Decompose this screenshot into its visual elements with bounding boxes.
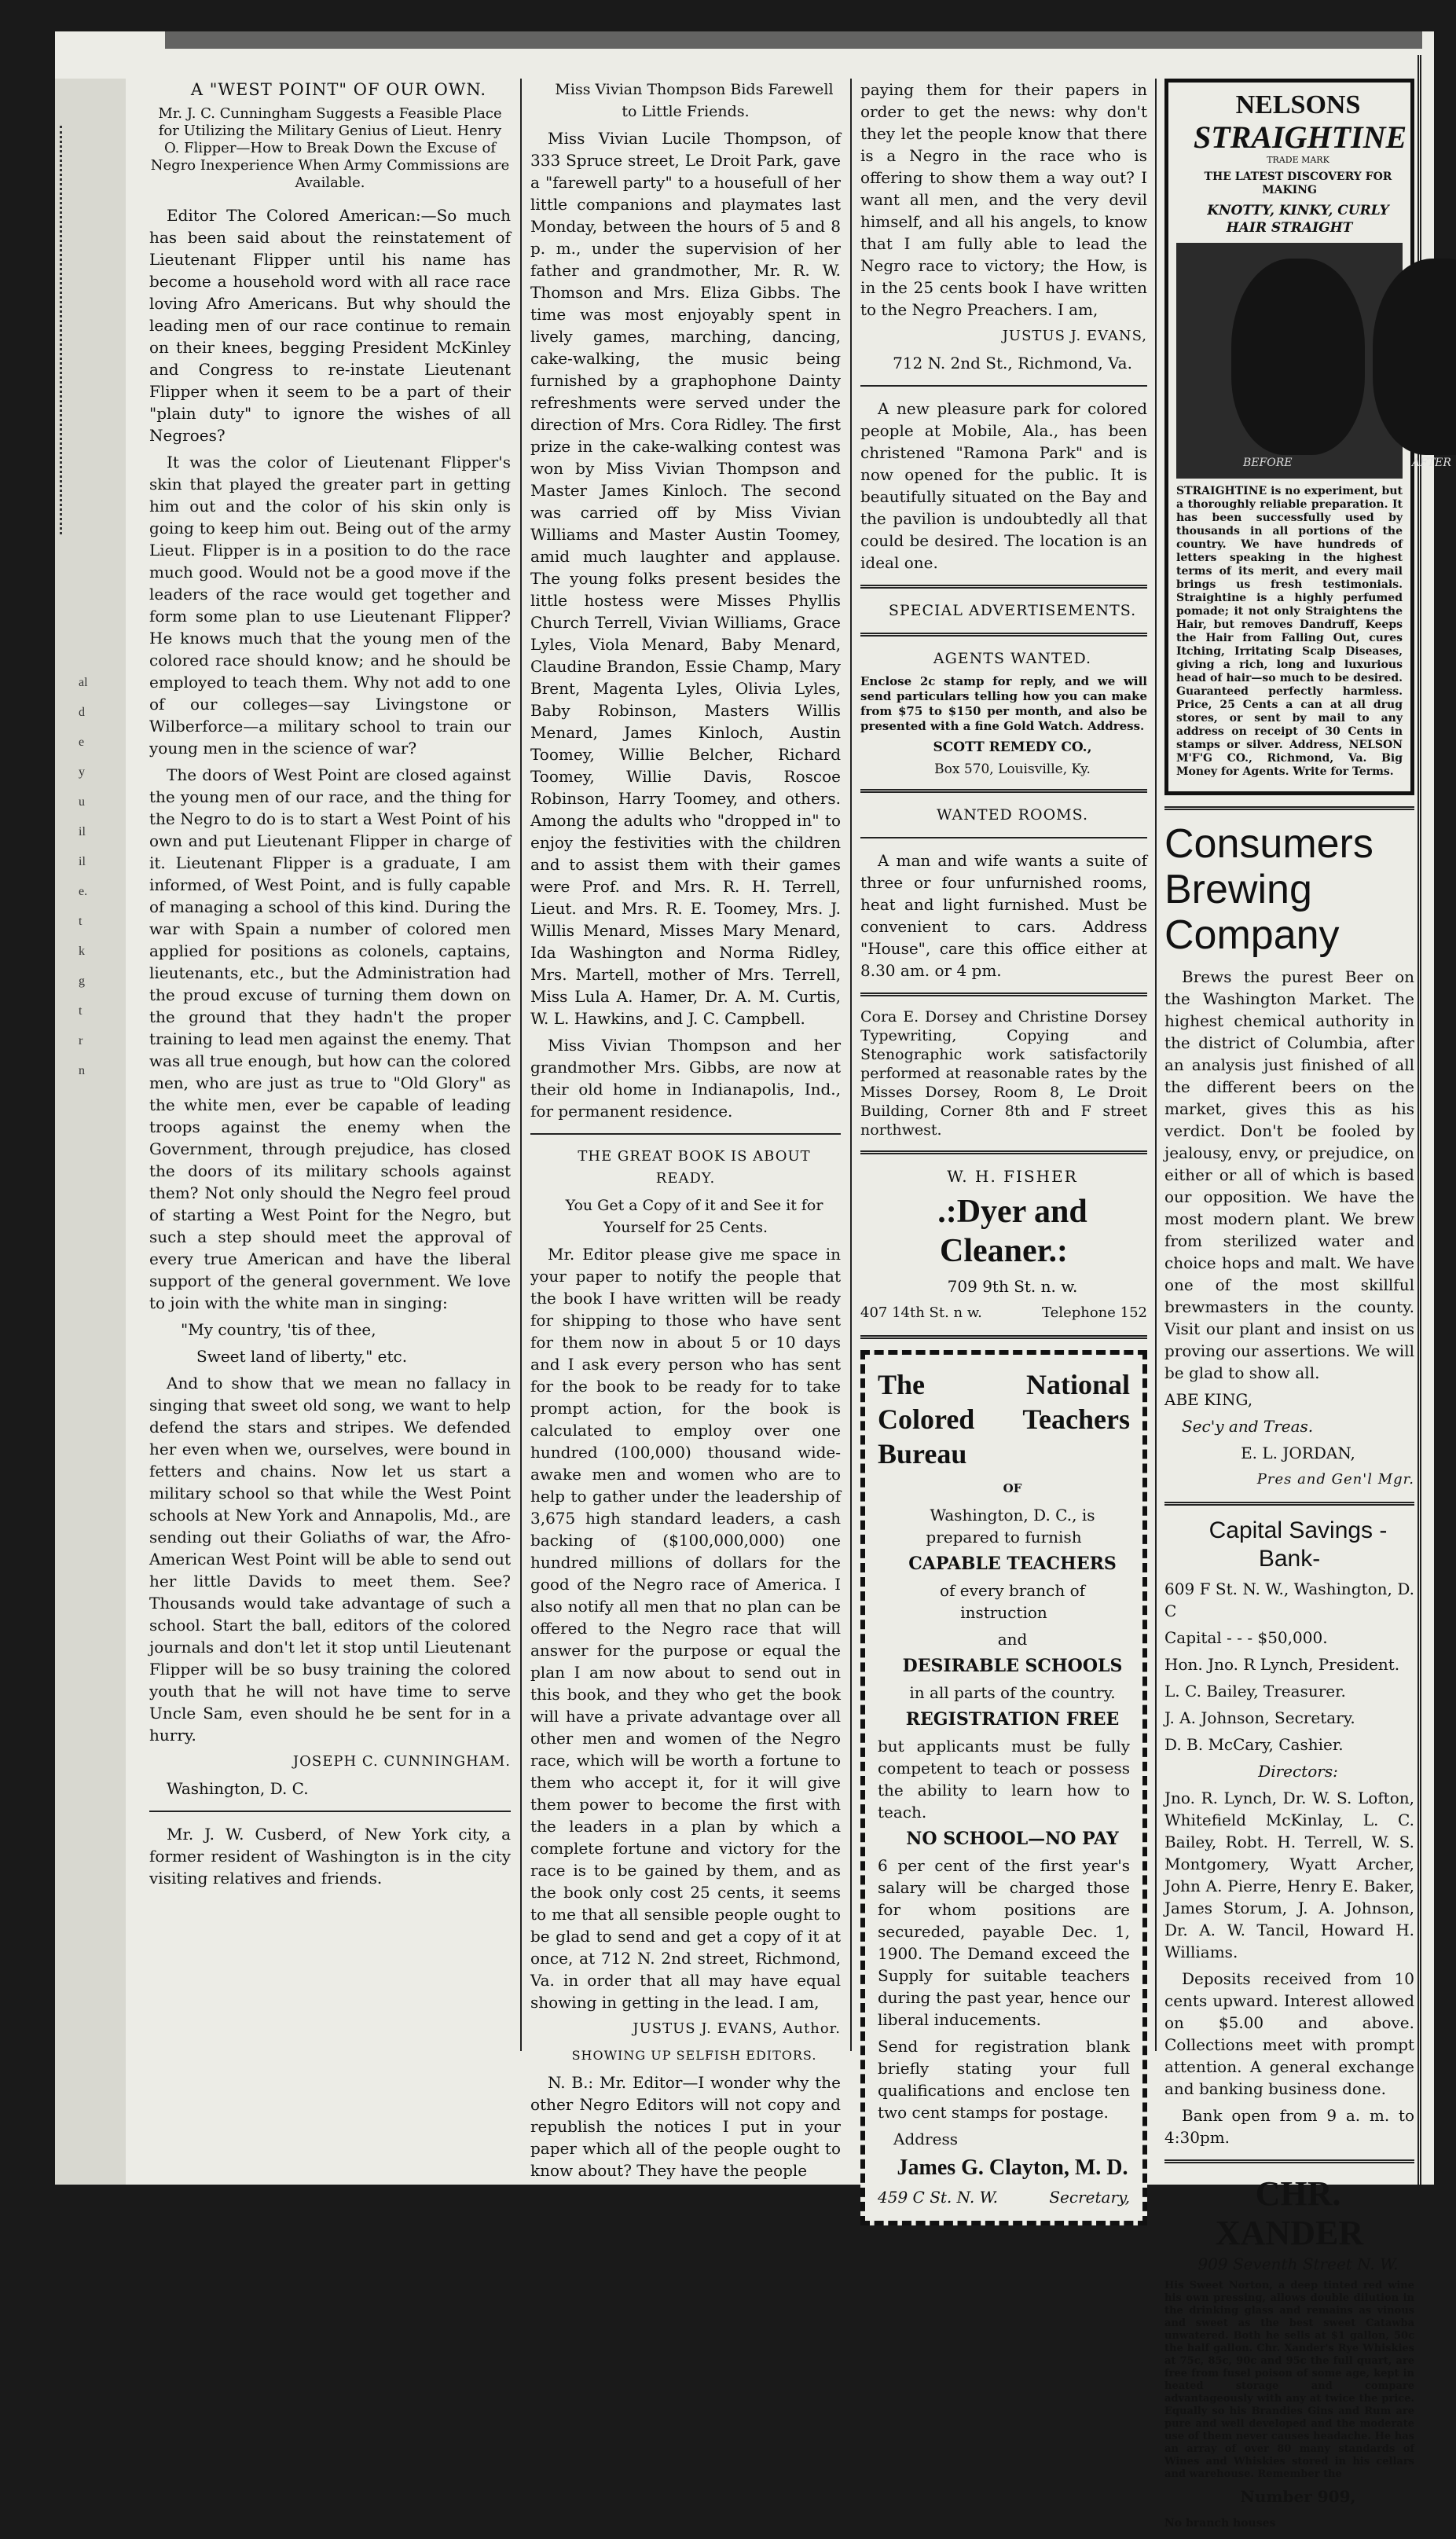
verse-line: "My country, 'tis of thee, [181,1320,376,1339]
ad-address: 459 C St. N. W. [878,2188,998,2207]
ad-text: but applicants must be fully competent to teach or possess the ability to learn how to teach. [878,1737,1130,1822]
ad-headline: CHR. XANDER [1215,2174,1364,2252]
margin-stub: e [79,736,85,749]
newspaper-page [55,31,1451,2530]
column-1 [149,79,511,1894]
directors-list: Jno. R. Lynch, Dr. W. S. Lofton, Whitefield McKinlay, L. C. Bailey, Robt. H. Terrell, W. S. Montgomery, Wyatt Archer, John A. Pierre, Henry E. Baker, James Storum, J. A. Johnson, Dr. A. W. Tancil, Howard H. Williams. [1164,1789,1414,1961]
paragraph: Editor The Colored American:—So much has been said about the reinstatement of Lieutenant Flipper until his name has become a household word with all race race loving Afro Americans. But why should the leading men of our race continue to remain on their knees, begging President McKinley and Congress to re-instate Lieutenant Flipper when it seem to be a part of their "plain duty" to ignore the wishes of all Negroes? [149,206,511,445]
ad-address: 909 Seventh Street N. W. [1197,2255,1399,2273]
column-rule [850,79,852,2051]
divider [530,1133,841,1135]
officer-name: E. L. JORDAN, [1241,1444,1355,1462]
divider [860,992,1147,996]
ad-text: OF [1003,1481,1022,1495]
ad-address: Box 570, Louisville, Ky. [934,761,1091,777]
ad-footer [860,1302,1147,1324]
officer-name: ABE KING, [1164,1390,1253,1409]
margin-stub: d [79,706,85,719]
ad-text: A man and wife wants a suite of three or four unfurnished rooms, heat and light furnished. Must be convenient to cars. Address "House", care this office either at 8.30 am. or 4 pm. [860,851,1147,980]
column-rule [1155,79,1157,2051]
article-subtitle: Mr. J. C. Cunningham Suggests a Feasible Place for Utilizing the Military Genius of Lieut. Henry O. Flipper—How to Break Down the Excuse of Negro Inexperience When Army Commissions are Available. [150,105,510,191]
divider [1164,806,1414,810]
ad-text: 6 per cent of the first year's salary will be charged those for whom positions are secureded, payable Dec. 1, 1900. The Demand exceed the Supply for suitable teachers during the past year, hence our liberal inducements. [878,1856,1130,2029]
margin-stub: r [79,1034,83,1048]
paragraph: Mr. Editor please give me space in your paper to notify the people that the book I have written will be ready for shipping to those who have sent for them now in about 5 or 10 days and I ask every person who has sent for the book to be ready for to take prompt action, for the book is calculated to employ over one hundred (100,000) thousand wide-awake men and women who are to help to gather under the leadership of 3,675 high standard leaders, a cash backing of ($100,000,000) one hundred millions of dollars for the good of the Negro race of America. I also notify all men that no plan can be offered to the Negro race that will answer for the purpose or equal the plan I am now about to send out in this book, and they who get the book will have a private advantage over all other men and women of the Negro race, which will be worth a fortune to them who accept it, for it will give them power to become the first with the leaders in a plan by which a complete fortune and victory for the race is to be gained by them, and as the book only cost 25 cents, it seems to me that all sensible people ought to be glad to send and get a copy of it at once, at 712 N. 2nd street, Richmond, Va. in order that all may have equal showing in getting in the lead. I am, [530,1245,841,2012]
officer-line: D. B. McCary, Cashier. [1164,1735,1344,1754]
margin-stub: k [79,945,85,958]
ad-text: in all parts of the country. [909,1683,1116,1702]
margin-stub: n [79,1064,85,1077]
ad-brand: NELSONS [1235,90,1361,119]
margin-stub: y [79,765,85,779]
ad-text: Bank open from 9 a. m. to 4:30pm. [1164,2106,1414,2147]
ad-text: STRAIGHTINE is no experiment, but a thoroughly reliable preparation. It has been successfully used by thousands in all portions of the country. We have hundreds of letters speaking in the highest terms of its merit, and every mail brings us fresh testimonials. Straightine is a highly perfumed pomade; it not only Straightens the Hair, but removes Dandruff, Keeps the Hair from Falling Out, cures Itching, Irritating Scalp Diseases, giving a rich, long and luxurious head of hair—so much to be desired. Guaranteed perfectly harmless. Price, 25 Cents a can at all drug stores, or sent by mail to any address on receipt of 30 Cents in stamps or silver. Address, NELSON M'F'G CO., Richmond, Va. Big Money for Agents. Write for Terms. [1176,485,1403,778]
margin-stub: il [79,825,86,838]
ad-headline: .:Dyer and Cleaner.: [937,1194,1087,1269]
divider [860,585,1147,589]
before-label: BEFORE [1243,457,1293,469]
paragraph: paying them for their papers in order to get the news: why don't they let the people know that there is a Negro in the race who is offering to show them a way out? I want all men, and the very devil himself, and all his angels, to know that I am fully able to lead the Negro race to victory; the How, is in the 25 cents book I have written to the Negro Preachers. I am, [860,80,1147,319]
column-2 [530,79,841,2186]
ad-role: Secretary, [1049,2188,1130,2207]
ad-text: Brews the purest Beer on the Washington Market. The highest chemical authority in the district of Columbia, after an analysis just finished of all the different beers on the market, gives this as his verdict. Don't be fooled by jealousy, envy, or prejudice, on either or all of which is based our opposition. We have the most modern plant. We brew from sterilized water and choice hops and malt. We have one of the most skillful brewmasters in the county. Visit our plant and insist on us proving our assertions. We will be glad to show all. [1164,967,1414,1382]
paragraph: And to show that we mean no fallacy in singing that sweet old song, we want to help defend the stars and stripes. We defended her even when we, ourselves, were bound in fetters and chains. Now let us start a military school so that while the West Point schools at New York and Annapolis, Md., are sending out their Goliaths of war, the Afro-American West Point will be able to send out her little Davids to meet them. See? Thousands would take advantage of such a school. Start the ball, editors of the colored journals and don't let it stop until Lieutenant Flipper will be so busy training the colored youth that he will not have time to serve Uncle Sam, even should he be sent for in a hurry. [149,1374,511,1745]
paragraph: It was the color of Lieutenant Flipper's skin that played the greater part in getting him out and the color of his skin only is going to keep him out. Being out of the army Lieut. Flipper is in a position to do the race much good. Would not be a good move if the leaders of the race would get together and form some plan to use Lieutenant Flipper? He knows much that the young men of the colored race should know; and he should be employed to teach them. Why not add to one of our colleges—say Livingstone or Wilberforce—a military school to train our young men in the science of war? [149,453,511,758]
margin-stub: t [79,915,83,928]
ad-product: STRAIGHTINE [1194,119,1407,155]
divider [149,1811,511,1812]
signature: JUSTUS J. EVANS, [1002,328,1147,344]
ad-name: W. H. FISHER [947,1167,1078,1186]
directors-label: Directors: [1258,1762,1338,1781]
ad-highlight: NO SCHOOL—NO PAY [906,1829,1119,1849]
ad-headline: Capital Savings -Bank- [1208,1517,1388,1572]
ad-text: Number 909, [1240,2487,1356,2506]
divider [860,1150,1147,1154]
divider [860,385,1147,387]
ad-company: SCOTT REMEDY CO., [933,739,1092,755]
before-face [1231,259,1365,455]
margin-stub: g [79,974,85,988]
paragraph: Miss Vivian Thompson and her grandmother Mrs. Gibbs, are now at their old home in Indianapolis, Ind., for permanent residence. [530,1036,841,1121]
officer-role: Pres and Gen'l Mgr. [1256,1471,1414,1488]
divider [1164,1502,1414,1506]
ad-text: Capital - - - $50,000. [1164,1628,1328,1647]
nelsons-straightine-ad [1164,79,1451,795]
ad-text: and [997,1630,1028,1649]
ad-tm: TRADE MARK [1267,155,1329,165]
verse-line: Sweet land of liberty," etc. [196,1347,408,1366]
margin-stub: t [79,1004,83,1018]
before-after-illustration [1176,243,1451,479]
paragraph: The doors of West Point are closed against the young men of our race, and the thing for the Negro to do is to start a West Point of his own and put Lieutenant Flipper in charge of it. Lieutenant Flipper is a graduate, I am informed, of West Point, and is fully capable of managing a school of this kind. During the war with Spain a number of colored men applied for positions as colonels, captains, lieutenants, etc., but the Administration had the proud excuse of turning them down on the ground that they hadn't the proper training to lead men against the enemy. That was all true enough, but how can the colored men, who are just as true to "Old Glory" as the white men, ever be capable of leading troops against the enemy when the Government, through prejudice, has closed the doors of its military schools against them? Not only should the Negro feel proud of starting a West Point for the Negro, but such a step should meet the approval of every true American and have the liberal support of the general government. We love to join with the white man in singing: [149,765,511,1312]
paragraph: N. B.: Mr. Editor—I wonder why the other Negro Editors will not copy and republish the notices I put in your paper which all of the people ought to know about? They have the people [530,2073,841,2180]
divider [860,789,1147,793]
divider [860,1335,1147,1339]
officer-line: L. C. Bailey, Treasurer. [1164,1682,1346,1701]
article-title: A "WEST POINT" OF OUR OWN. [190,80,487,99]
margin-stub: u [79,795,85,809]
ad-text: Enclose 2c stamp for reply, and we will send particulars telling how you can make from $75 to $150 per month, and also be presented with a fine Gold Watch. Address. [860,674,1147,733]
officer-role: Sec'y and Treas. [1182,1417,1314,1436]
ad-text: No branch houses [1164,2517,1276,2530]
officer-line: J. A. Johnson, Secretary. [1164,1708,1355,1727]
left-margin-bleed [55,79,126,2185]
ad-text: 609 F St. N. W., Washington, D. C [1164,1580,1414,1620]
paragraph: Miss Vivian Lucile Thompson, of 333 Spruce street, Le Droit Park, gave a "farewell party" to a housefull of her little companions and playmates last Monday, between the hours of 5 and 8 p. m., under the supervision of her father and grandmother, Mr. R. W. Thomson and Mrs. Eliza Gibbs. The time was most enjoyably spent in lively games, marching, dancing, cake-walking, the music being furnished by a graphophone Dainty refreshments were served under the direction of Mrs. Cora Ridley. The first prize in the cake-walking contest was won by Miss Vivian Thompson and Master James Kinloch. The second was carried off by Miss Vivian Williams and Master Austin Toomey, amid much laughter and applause. The young folks present besides the little hostess were Misses Phyllis Church Terrell, Vivian Williams, Grace Lyles, Viola Menard, Baby Menard, Claudine Brandon, Essie Champ, Mary Brent, Magenta Lyles, Olivia Lyles, Baby Robinson, Masters Willis Menard, James Kinloch, Austin Toomey, Willie Belcher, Richard Toomey, Willie Davis, Roscoe Robinson, Harry Toomey, and others. Among the adults who "dropped in" to enjoy the festivities with the children and to assist them with their games were Prof. and Mrs. R. H. Terrell, Lieut. and Mrs. R. E. Toomey, Mrs. J. Willis Menard, Misses Mary Menard, Ida Washington and Norma Ridley, Mrs. Martell, mother of Mrs. Terrell, Miss Lula A. Hamer, Dr. A. M. Curtis, W. L. Hawkins, and J. C. Campbell. [530,129,841,1028]
ad-telephone: Telephone 152 [1042,1304,1147,1321]
ad-text: of every branch of instruction [939,1581,1086,1622]
signature: JOSEPH C. CUNNINGHAM. [292,1753,511,1770]
ad-text: Address [893,2130,958,2148]
margin-stub: e. [79,885,88,898]
ad-headline: The National Colored Teachers Bureau [878,1369,1130,1469]
teachers-bureau-ad [860,1350,1147,2225]
column-rule [520,79,522,2051]
ad-address: 407 14th St. n w. [860,1304,982,1321]
ad-footer [878,2186,1130,2208]
ad-contact: James G. Clayton, M. D. [897,2156,1128,2180]
ad-highlight: CAPABLE TEACHERS [908,1554,1117,1574]
after-label: AFTER [1412,457,1451,469]
border-dots [60,126,73,534]
divider [1164,2159,1414,2163]
signature-address: 712 N. 2nd St., Richmond, Va. [893,354,1132,372]
ad-headline: Consumers Brewing Company [1164,821,1373,958]
article-title: THE GREAT BOOK IS ABOUT READY. [578,1148,811,1187]
column-3 [860,79,1147,2225]
margin-stub: al [79,676,88,689]
paragraph: Mr. J. W. Cusberd, of New York city, a former resident of Washington is in the city visiting relatives and friends. [149,1825,511,1888]
ad-address: 709 9th St. n. w. [947,1277,1078,1296]
divider [860,633,1147,637]
ad-text: Deposits received from 10 cents upward. Interest allowed on $5.00 and above. Collections meet with prompt attention. A general exchange and banking business done. [1164,1969,1414,2098]
ad-tagline: THE LATEST DISCOVERY FOR MAKING [1204,171,1392,196]
section-heading: SPECIAL ADVERTISEMENTS. [888,602,1137,619]
paragraph: A new pleasure park for colored people at Mobile, Ala., has been christened "Ramona Park" and is now opened for the public. It is beautifully situated on the Bay and the pavilion is undoubtedly all that could be desired. The location is an ideal one. [860,399,1147,572]
ad-text: Send for registration blank briefly stating your full qualifications and enclose ten two cent stamps for postage. [878,2037,1130,2122]
signature-place: Washington, D. C. [167,1779,309,1798]
ad-text: Washington, D. C., is prepared to furnish [926,1506,1095,1547]
ad-highlight: REGISTRATION FREE [905,1709,1120,1730]
ad-text: Cora E. Dorsey and Christine Dorsey Typewriting, Copying and Stenographic work satisfactorily performed at reasonable rates by the Misses Dorsey, Room 8, Le Droit Building, Corner 8th and F street northwest. [860,1008,1147,1139]
ad-tagline: KNOTTY, KINKY, CURLY HAIR STRAIGHT [1207,203,1389,236]
ad-heading: WANTED ROOMS. [936,806,1089,824]
article-title: SHOWING UP SELFISH EDITORS. [571,2048,817,2063]
article-title: Miss Vivian Thompson Bids Farewell to Little Friends. [555,81,834,120]
after-face [1373,259,1456,455]
article-subtitle: You Get a Copy of it and See it for Yourself for 25 Cents. [565,1197,823,1236]
officer-line: Hon. Jno. R Lynch, President. [1164,1655,1400,1674]
ad-text: His Sweet Norton, a deep tinted red wine his own pressing, allows double dilution in the drinking glass and remains as vinous and sweet as the best sweet Catawba unwatered. Both he sells at $1 gallon, 50c the half gallon. Chr. Xander's Rye Whiskies at 75c, 85c, 90c and 95c the full quart, are free from fusel poison of some age, kept in heated storage and compare advantageously with any at twice the price. Equally so his Brandies Gins and Rum are pure and well developed and the moderate use of them never causes headache. He has an array of over 80 many standards of Wines and Whiskies stored in his cellars and warehouse. Remember the [1164,2280,1414,2480]
masthead-fragment [165,31,1422,49]
divider [860,837,1147,838]
ad-highlight: DESIRABLE SCHOOLS [902,1656,1123,1676]
ad-heading: AGENTS WANTED. [933,650,1092,667]
margin-stub: il [79,855,86,868]
column-4 [1164,79,1451,2539]
signature: JUSTUS J. EVANS, Author. [633,2020,841,2037]
